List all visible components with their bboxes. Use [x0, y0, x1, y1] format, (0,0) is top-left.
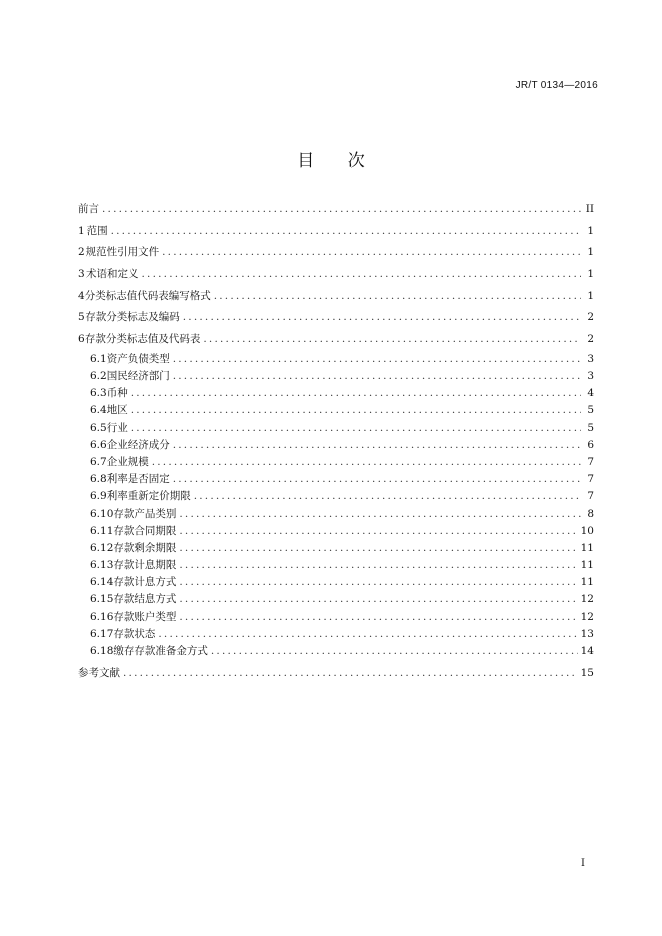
toc-entry-page: 3: [587, 352, 594, 365]
toc-entry-number: 6.8: [90, 473, 107, 486]
toc-entry-label: 存款计息方式: [113, 576, 177, 589]
toc-entry-label: 存款计息期限: [113, 559, 177, 572]
toc-entry-page: 1: [587, 246, 594, 259]
toc-entry-page: II: [585, 203, 594, 215]
toc-entry-number: 6.4: [90, 404, 107, 417]
toc-entry-number: 3: [78, 268, 85, 281]
document-code: JR/T 0134—2016: [515, 80, 598, 91]
toc-entry-6-9[interactable]: [78, 488, 594, 505]
toc-leader: [211, 643, 578, 660]
toc-entry-page: 11: [580, 576, 594, 589]
toc-entry-label: 利率是否固定: [106, 473, 170, 486]
toc-entry-number: 6.2: [90, 370, 107, 382]
toc-entry-label: 企业规模: [106, 455, 149, 468]
toc-entry-references[interactable]: [78, 663, 594, 685]
toc-entry-number: 6: [78, 333, 85, 346]
toc-entry-number: 6.18: [90, 645, 114, 657]
toc-entry-label: 存款分类标志值及代码表: [84, 333, 201, 346]
toc-entry-label: 分类标志值代码表编写格式: [84, 289, 211, 302]
toc-entry-6-16[interactable]: [78, 609, 594, 626]
toc-entry-6-1[interactable]: [78, 351, 594, 368]
toc-leader: [179, 591, 577, 608]
toc-entry-label: 利率重新定价期限: [106, 490, 191, 503]
toc-entry-number: 6.5: [90, 421, 107, 434]
toc-leader: [162, 242, 581, 264]
toc-entry-number: 6.11: [90, 524, 114, 537]
toc-entry-page: 12: [580, 610, 594, 623]
toc-entry-number: 6.9: [90, 490, 107, 503]
toc-entry-label: 规范性引用文件: [85, 246, 160, 259]
toc-entry-label: 企业经济成分: [106, 438, 170, 451]
toc-leader: [123, 663, 578, 685]
table-of-contents: [78, 199, 594, 685]
toc-entry-6-6[interactable]: [78, 437, 594, 454]
toc-entry-6-14[interactable]: [78, 574, 594, 591]
toc-entry-page: 8: [587, 507, 594, 520]
toc-entry-page: 7: [587, 490, 594, 503]
toc-entry-6-11[interactable]: [78, 523, 594, 540]
toc-leader: [111, 221, 581, 243]
toc-entry-page: 3: [587, 370, 594, 382]
toc-entry-label: 资产负债类型: [106, 352, 170, 365]
toc-entry-number: 6.3: [90, 387, 107, 400]
page-number: I: [581, 858, 585, 869]
toc-leader: [173, 471, 581, 488]
toc-entry-6-8[interactable]: [78, 471, 594, 488]
toc-entry-label: 术语和定义: [86, 268, 139, 281]
toc-entry-label: 存款结息方式: [113, 593, 177, 606]
toc-leader: [183, 307, 581, 329]
toc-entry-number: 6.14: [90, 576, 114, 589]
toc-entry-number: 6.17: [90, 627, 114, 640]
toc-entry-page: 4: [587, 387, 594, 400]
toc-entry-label: 参考文献: [78, 667, 120, 680]
toc-leader: [131, 402, 581, 419]
toc-entry-page: 1: [587, 224, 594, 237]
toc-entry-number: 2: [78, 246, 85, 259]
toc-entry-page: 5: [587, 421, 594, 434]
toc-leader: [102, 199, 581, 221]
toc-entry-6-13[interactable]: [78, 557, 594, 574]
toc-entry-number: 6.12: [90, 541, 114, 554]
toc-entry-6-4[interactable]: [78, 402, 594, 419]
toc-leader: [179, 574, 577, 591]
page-title: 目 次: [297, 151, 379, 171]
toc-entry-page: 10: [580, 524, 594, 537]
toc-entry-5[interactable]: [78, 307, 594, 329]
toc-entry-page: 11: [580, 541, 594, 554]
toc-entry-4[interactable]: [78, 286, 594, 308]
toc-entry-page: 13: [580, 627, 594, 640]
toc-entry-page: 11: [580, 559, 594, 572]
toc-entry-2[interactable]: [78, 242, 594, 264]
toc-entry-page: 6: [587, 438, 594, 451]
toc-leader: [179, 523, 577, 540]
toc-entry-label: 国民经济部门: [106, 370, 170, 382]
toc-entry-3[interactable]: [78, 264, 594, 286]
toc-entry-number: 6.7: [90, 455, 107, 468]
toc-entry-page: 2: [587, 333, 594, 346]
toc-entry-label: 存款分类标志及编码: [85, 311, 180, 324]
toc-entry-label: 范围: [86, 224, 108, 237]
toc-entry-label: 地区: [106, 404, 128, 417]
toc-entry-label: 行业: [106, 421, 128, 434]
toc-entry-number: 6.10: [90, 507, 114, 520]
toc-entry-6-15[interactable]: [78, 591, 594, 608]
toc-entry-label: 存款剩余期限: [113, 541, 177, 554]
toc-leader: [179, 557, 577, 574]
toc-entry-label: 存款状态: [113, 627, 156, 640]
toc-entry-6[interactable]: [78, 329, 594, 351]
toc-entry-6-5[interactable]: [78, 420, 594, 437]
toc-leader: [152, 454, 581, 471]
toc-entry-number: 4: [78, 289, 85, 302]
toc-leader: [179, 609, 577, 626]
toc-entry-6-18[interactable]: [78, 643, 594, 660]
toc-leader: [194, 488, 581, 505]
toc-leader: [131, 385, 581, 402]
toc-leader: [173, 437, 581, 454]
toc-leader: [179, 540, 577, 557]
toc-leader: [131, 420, 581, 437]
toc-entry-number: 5: [78, 311, 85, 324]
toc-leader: [173, 368, 581, 385]
toc-entry-6-12[interactable]: [78, 540, 594, 557]
toc-leader: [203, 329, 581, 351]
toc-entry-page: 1: [587, 268, 594, 281]
toc-entry-number: 6.16: [90, 610, 114, 623]
toc-leader: [179, 506, 581, 523]
toc-entry-6-7[interactable]: [78, 454, 594, 471]
toc-entry-6-2[interactable]: [78, 368, 594, 385]
toc-entry-page: 2: [587, 311, 594, 324]
toc-entry-number: 6.1: [90, 352, 107, 365]
toc-entry-6-17[interactable]: [78, 626, 594, 643]
toc-leader: [214, 286, 581, 308]
toc-entry-label: 币种: [106, 387, 128, 400]
toc-leader: [173, 351, 581, 368]
toc-entry-label: 存款合同期限: [113, 524, 177, 537]
toc-entry-6-10[interactable]: [78, 506, 594, 523]
toc-entry-foreword[interactable]: [78, 199, 594, 221]
toc-entry-page: 14: [580, 645, 594, 657]
toc-entry-label: 前言: [78, 203, 99, 215]
toc-entry-label: 存款账户类型: [113, 610, 177, 623]
toc-entry-number: 6.15: [90, 593, 114, 606]
toc-entry-page: 1: [587, 289, 594, 302]
toc-entry-number: 1: [78, 224, 85, 237]
toc-entry-label: 缴存存款准备金方式: [113, 645, 208, 657]
toc-leader: [158, 626, 577, 643]
toc-entry-page: 5: [587, 404, 594, 417]
toc-entry-number: 6.13: [90, 559, 114, 572]
toc-entry-number: 6.6: [90, 438, 107, 451]
toc-entry-page: 7: [587, 473, 594, 486]
toc-entry-1[interactable]: [78, 221, 594, 243]
toc-entry-label: 存款产品类别: [113, 507, 177, 520]
toc-entry-6-3[interactable]: [78, 385, 594, 402]
toc-leader: [142, 264, 581, 286]
toc-entry-page: 7: [587, 455, 594, 468]
toc-entry-page: 15: [580, 667, 594, 680]
toc-entry-page: 12: [580, 593, 594, 606]
